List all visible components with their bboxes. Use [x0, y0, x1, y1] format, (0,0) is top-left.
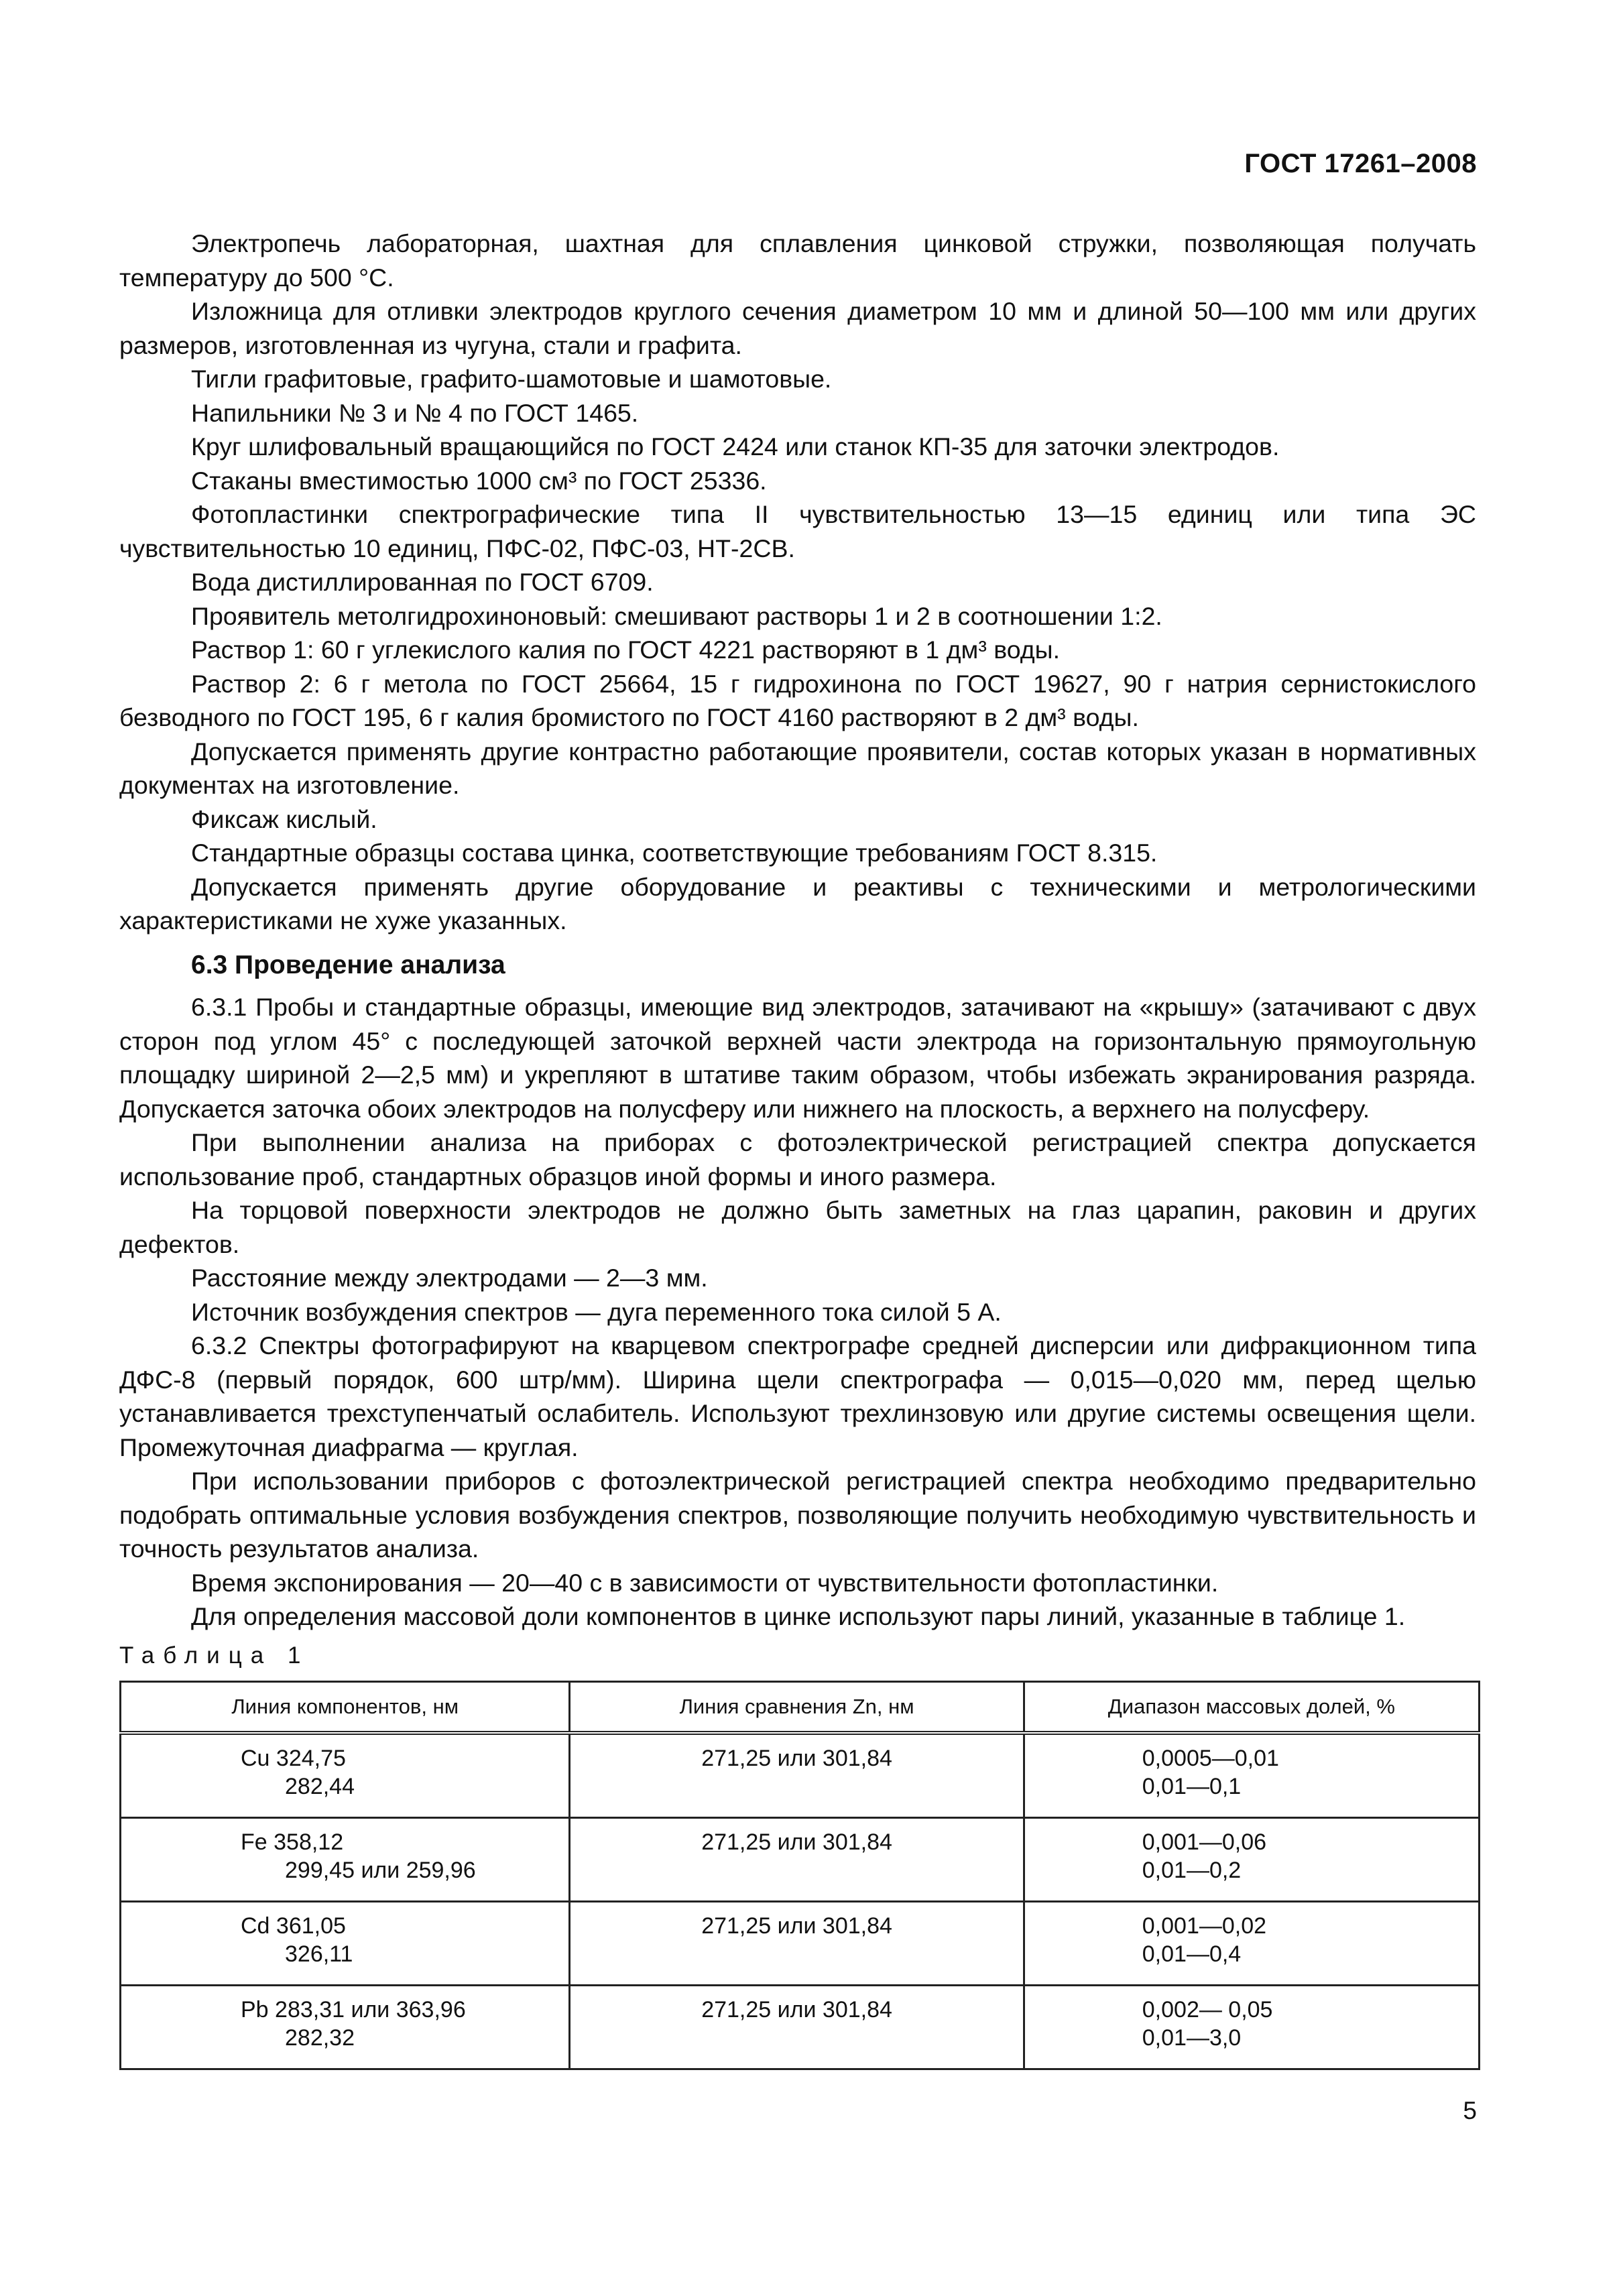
- paragraph: 6.3.1 Пробы и стандартные образцы, имеющие вид электродов, затачивают на «крышу» (затачивают с двух сторон под углом 45° с последующей заточкой верхней части электрода на горизонтальную прямоугольную площадку шириной 2—2,5 мм) и укрепляют в штативе таким образом, чтобы избежать экранирования разряда. Допускается заточка обоих электродов на полусферу или нижнего на плоскость, а верхнего на полусферу.: [119, 993, 1476, 1123]
- range-value: 0,01—3,0: [1142, 2025, 1242, 2051]
- paragraph: При выполнении анализа на приборах с фотоэлектрической регистрацией спектра допускается использование проб, стандартных образцов иной формы и иного размера.: [119, 1128, 1476, 1191]
- table-cell: [570, 1818, 1024, 1902]
- paragraph: Проявитель метолгидрохиноновый: смешивают растворы 1 и 2 в соотношении 1:2.: [191, 601, 1162, 630]
- table-cell: [570, 1986, 1024, 2069]
- component-line: Pb 283,31 или 363,96: [241, 1997, 466, 2022]
- paragraph: Тигли графитовые, графито-шамотовые и шамотовые.: [191, 365, 832, 393]
- paragraph: Допускается применять другие контрастно работающие проявители, состав которых указан в нормативных документах на изготовление.: [119, 737, 1476, 799]
- table-cell: [121, 1818, 570, 1902]
- column-header: Линия компонентов, нм: [121, 1682, 570, 1734]
- component-line: Cu 324,75: [241, 1746, 346, 1771]
- column-header: Диапазон массовых долей, %: [1024, 1682, 1479, 1734]
- column-header: Линия сравнения Zn, нм: [570, 1682, 1024, 1734]
- paragraph: Расстояние между электродами — 2—3 мм.: [191, 1264, 708, 1292]
- component-line: 299,45 или 259,96: [285, 1858, 476, 1883]
- zn-line: 271,25 или 301,84: [701, 1997, 892, 2022]
- paragraph: Раствор 2: 6 г метола по ГОСТ 25664, 15 г гидрохинона по ГОСТ 19627, 90 г натрия сернистокислого безводного по ГОСТ 195, 6 г калия бромистого по ГОСТ 4160 растворяют в 2 дм³ воды.: [119, 669, 1476, 731]
- range-value: 0,002— 0,05: [1142, 1997, 1273, 2022]
- table-row: [121, 1986, 1480, 2069]
- table-cell: [1024, 1818, 1479, 1902]
- paragraph: Стаканы вместимостью 1000 см³ по ГОСТ 25336.: [191, 466, 767, 495]
- range-value: 0,01—0,1: [1142, 1774, 1242, 1799]
- range-value: 0,01—0,4: [1142, 1941, 1242, 1967]
- paragraph: Электропечь лабораторная, шахтная для сплавления цинковой стружки, позволяющая получать температуру до 500 °С.: [119, 229, 1476, 292]
- component-line: Cd 361,05: [241, 1913, 346, 1939]
- range-value: 0,01—0,2: [1142, 1858, 1242, 1883]
- zn-line: 271,25 или 301,84: [701, 1829, 892, 1855]
- component-line: 282,44: [285, 1774, 355, 1799]
- table-cell: [1024, 1986, 1479, 2069]
- paragraph: Фиксаж кислый.: [191, 804, 377, 833]
- table-cell: [570, 1733, 1024, 1818]
- table-row: [121, 1818, 1480, 1902]
- paragraph: Допускается применять другие оборудование и реактивы с техническими и метрологическими характеристиками не хуже указанных.: [119, 872, 1476, 934]
- paragraph: При использовании приборов с фотоэлектрической регистрацией спектра необходимо предварительно подобрать оптимальные условия возбуждения спектров, позволяющие получить необходимую чувствительность и точность результатов анализа.: [119, 1467, 1476, 1563]
- standard-id: ГОСТ 17261–2008: [1244, 149, 1477, 178]
- table-cell: [1024, 1733, 1479, 1818]
- paragraph: Источник возбуждения спектров — дуга переменного тока силой 5 А.: [191, 1297, 1002, 1326]
- zn-line: 271,25 или 301,84: [701, 1746, 892, 1771]
- table-cell: [121, 1902, 570, 1986]
- paragraph: На торцовой поверхности электродов не должно быть заметных на глаз царапин, раковин и других дефектов.: [119, 1196, 1476, 1258]
- table-header-row: [121, 1682, 1480, 1734]
- document-body: [119, 227, 1476, 2070]
- paragraph: Напильники № 3 и № 4 по ГОСТ 1465.: [191, 398, 639, 427]
- paragraph: 6.3.2 Спектры фотографируют на кварцевом спектрографе средней дисперсии или дифракционном типа ДФС-8 (первый порядок, 600 штр/мм). Ширина щели спектрографа — 0,015—0,020 мм, перед щелью устанавливается трехступенчатый ослабитель. Используют трехлинзовую или другие системы освещения щели. Промежуточная диафрагма — круглая.: [119, 1331, 1476, 1461]
- table-cell: [570, 1902, 1024, 1986]
- component-line: 282,32: [285, 2025, 355, 2051]
- paragraph: Раствор 1: 60 г углекислого калия по ГОСТ 4221 растворяют в 1 дм³ воды.: [191, 636, 1061, 664]
- component-line: Fe 358,12: [241, 1829, 344, 1855]
- paragraph: Круг шлифовальный вращающийся по ГОСТ 2424 или станок КП-35 для заточки электродов.: [191, 432, 1280, 461]
- component-line: 326,11: [285, 1941, 353, 1967]
- zn-line: 271,25 или 301,84: [701, 1913, 892, 1939]
- data-table: [119, 1681, 1480, 2070]
- paragraph: Время экспонирования — 20—40 с в зависимости от чувствительности фотопластинки.: [191, 1568, 1219, 1597]
- range-value: 0,0005—0,01: [1142, 1746, 1279, 1771]
- paragraph: Стандартные образцы состава цинка, соответствующие требованиям ГОСТ 8.315.: [191, 839, 1158, 867]
- paragraph: Фотопластинки спектрографические типа II чувствительностью 13—15 единиц или типа ЭС чувствительностью 10 единиц, ПФС-02, ПФС-03, НТ-2СВ.: [119, 500, 1476, 562]
- range-value: 0,001—0,06: [1142, 1829, 1267, 1855]
- table-row: [121, 1902, 1480, 1986]
- section-heading: 6.3 Проведение анализа: [191, 950, 505, 979]
- table-cell: [121, 1733, 570, 1818]
- paragraph: Для определения массовой доли компонентов в цинке используют пары линий, указанные в таблице 1.: [191, 1602, 1406, 1630]
- table-cell: [1024, 1902, 1479, 1986]
- paragraph: Вода дистиллированная по ГОСТ 6709.: [191, 568, 654, 596]
- paragraph: Изложница для отливки электродов круглого сечения диаметром 10 мм и длиной 50—100 мм или других размеров, изготовленная из чугуна, стали и графита.: [119, 297, 1476, 359]
- page-number: 5: [1463, 2097, 1477, 2124]
- table-row: [121, 1733, 1480, 1818]
- table-cell: [121, 1986, 570, 2069]
- range-value: 0,001—0,02: [1142, 1913, 1267, 1939]
- table-caption: Таблица 1: [119, 1642, 310, 1669]
